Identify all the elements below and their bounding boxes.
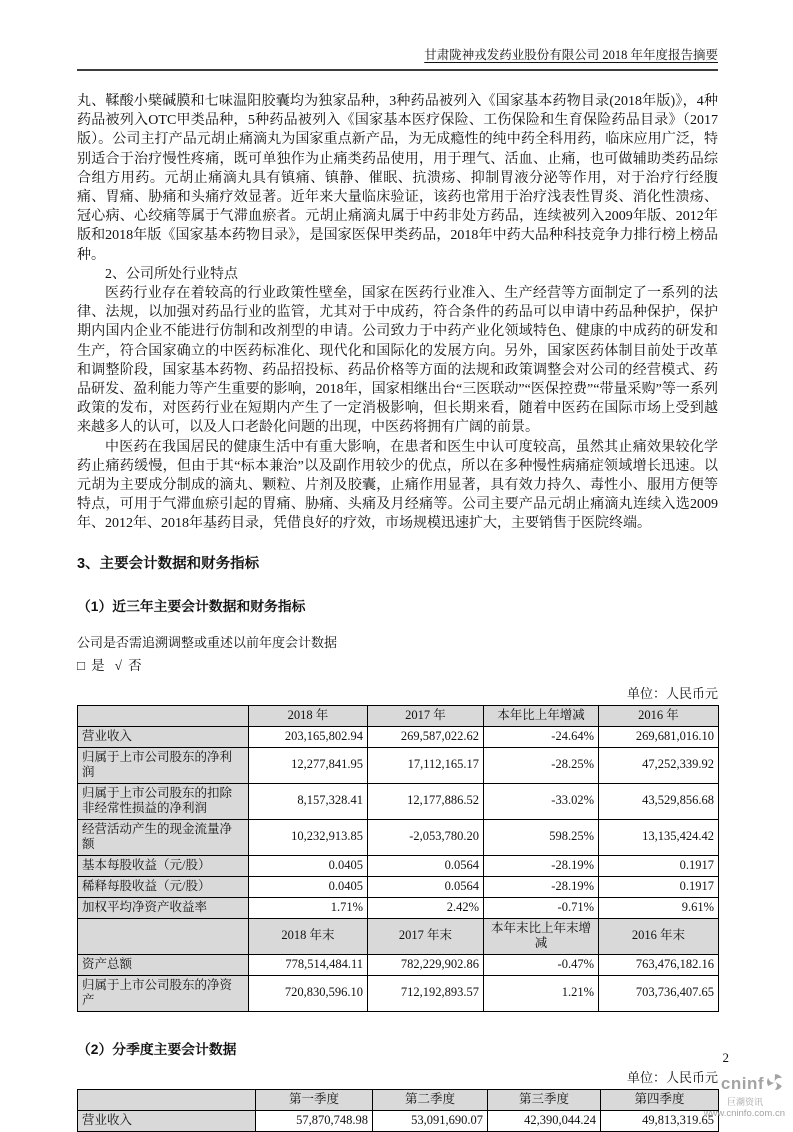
value-cell: 0.0405 xyxy=(249,876,368,897)
value-cell: -33.02% xyxy=(484,783,599,819)
cninfo-logo xyxy=(665,1072,785,1120)
table-row xyxy=(78,975,719,1011)
value-cell: 0.0564 xyxy=(368,876,484,897)
value-cell: 1.71% xyxy=(249,897,368,918)
row-label: 归属于上市公司股东的净资产 xyxy=(78,975,249,1011)
table-row xyxy=(78,747,719,783)
value-cell: -2,053,780.20 xyxy=(368,819,484,855)
header-cell: 2016 年 xyxy=(599,705,719,726)
value-cell: 0.1917 xyxy=(599,855,719,876)
table-row xyxy=(78,783,719,819)
table-header-row xyxy=(78,1089,719,1110)
restatement-question: 公司是否需追溯调整或重述以前年度会计数据 xyxy=(77,634,338,650)
value-cell: 49,813,319.65 xyxy=(601,1110,719,1131)
row-label: 加权平均净资产收益率 xyxy=(78,897,249,918)
value-cell: 782,229,902.86 xyxy=(368,954,484,975)
value-cell: 269,587,022.62 xyxy=(368,726,484,747)
value-cell: 712,192,893.57 xyxy=(368,975,484,1011)
paragraph-tcm-outlook: 中医药在我国居民的健康生活中有重大影响，在患者和医生中认可度较高，虽然其止痛效果较化学药止痛药缓慢，但由于其“标本兼治”以及副作用较少的优点，所以在多种慢性病痛症领域增长迅速。以元胡为主要成分制成的滴丸、颗粒、片剂及胶囊，止痛作用显著，具有效力持久、毒性小、服用方便等特点，可用于气滞血瘀引起的胃痛、胁痛、头痛及月经痛等。公司主要产品元胡止痛滴丸连续入选2009年、2012年、2018年基药目录，凭借良好的疗效，市场规模迅速扩大，主要销售于医院终端。 xyxy=(77,439,718,532)
subsection-heading-three-year-data: （1）近三年主要会计数据和财务指标 xyxy=(77,598,306,614)
table-row xyxy=(78,954,719,975)
header-cell: 本年末比上年末增减 xyxy=(484,918,599,954)
value-cell: 0.0564 xyxy=(368,855,484,876)
cninfo-logo-wordmark: cninf xyxy=(720,1073,764,1093)
header-cell: 2018 年末 xyxy=(249,918,368,954)
value-cell: 0.0405 xyxy=(249,855,368,876)
subheading-industry: 2、公司所处行业特点 xyxy=(105,266,238,282)
table-row xyxy=(78,1110,719,1131)
value-cell: 12,177,886.52 xyxy=(368,783,484,819)
value-cell: 17,112,165.17 xyxy=(368,747,484,783)
value-cell: 57,870,748.98 xyxy=(256,1110,373,1131)
report-header-title: 甘肃陇神戎发药业股份有限公司 2018 年年度报告摘要 xyxy=(424,48,718,62)
value-cell: -28.19% xyxy=(484,855,599,876)
row-label: 基本每股收益（元/股） xyxy=(78,855,249,876)
header-cell xyxy=(78,1089,256,1110)
page-content xyxy=(77,92,718,1132)
table-row xyxy=(78,726,719,747)
table-header-row xyxy=(78,705,719,726)
value-cell: 763,476,182.16 xyxy=(599,954,719,975)
value-cell: 8,157,328.41 xyxy=(249,783,368,819)
subsection-heading-quarterly-data: （2）分季度主要会计数据 xyxy=(77,1041,237,1057)
header-cell: 第一季度 xyxy=(256,1089,373,1110)
header-cell: 第三季度 xyxy=(488,1089,601,1110)
annual-financials-table xyxy=(77,705,719,1012)
checkmark-icon: √ xyxy=(114,657,123,673)
header-cell: 本年比上年增减 xyxy=(484,705,599,726)
table-header-row-yearend xyxy=(78,918,719,954)
header-cell: 第二季度 xyxy=(373,1089,488,1110)
restatement-answer xyxy=(77,654,718,674)
cninfo-logo-subtitle: 巨潮资讯 xyxy=(726,1096,763,1107)
header-cell: 2017 年末 xyxy=(368,918,484,954)
value-cell: 13,135,424.42 xyxy=(599,819,719,855)
value-cell: 9.61% xyxy=(599,897,719,918)
quarterly-financials-table xyxy=(77,1089,719,1132)
row-label: 资产总额 xyxy=(78,954,249,975)
value-cell: -0.71% xyxy=(484,897,599,918)
paragraph-industry-policy: 医药行业存在着较高的行业政策性壁垒，国家在医药行业准入、生产经营等方面制定了一系列的法律、法规，以加强对药品行业的监管，尤其对于中成药，符合条件的药品可以申请中药品种保护，保护期内国内企业不能进行仿制和改剂型的申请。公司致力于中药产业化领域特色、健康的中成药的研发和生产，符合国家确立的中医药标准化、现代化和国际化的发展方向。另外，国家医药体制目前处于改革和调整阶段，国家基本药物、药品招投标、药品价格等方面的法规和政策调整会对公司的经营模式、药品研发、盈利能力等产生重要的影响，2018年，国家相继出台“三医联动”“医保控费”“带量采购”等一系列政策的发布，对医药行业在短期内产生了一定消极影响，但长期来看，随着中医药在国际市场上受到越来越多人的认可，以及人口老龄化问题的出现，中医药将拥有广阔的前景。 xyxy=(77,286,718,436)
row-label: 经营活动产生的现金流量净额 xyxy=(78,819,249,855)
table-row xyxy=(78,876,719,897)
header-cell: 2016 年末 xyxy=(599,918,719,954)
value-cell: 598.25% xyxy=(484,819,599,855)
paragraph-products: 丸、鞣酸小檗碱膜和七味温阳胶囊均为独家品种，3种药品被列入《国家基本药物目录(2018年版)》，4种药品被列入OTC甲类品种，5种药品被列入《国家基本医疗保险、工伤保险和生育保险药品目录》（2017版）。公司主打产品元胡止痛滴丸为国家重点新产品，为无成瘾性的纯中药全科用药，临床应用广泛，特别适合于治疗慢性疼痛，既可单独作为止痛类药品使用，用于理气、活血、止痛，也可做辅助类药品综合组方用药。元胡止痛滴丸具有镇痛、镇静、催眠、抗溃疡、抑制胃液分泌等作用，对于治疗行经腹痛、胃痛、胁痛和头痛疗效显著。近年来大量临床验证，该药也常用于治疗浅表性胃炎、消化性溃疡、冠心病、心绞痛等属于气滞血瘀者。元胡止痛滴丸属于中药非处方药品，连续被列入2009年版、2012年版和2018年版《国家基本药物目录》，是国家医保甲类药品，2018年中药大品种科技竞争力排行榜上榜品种。 xyxy=(77,94,718,263)
value-cell: 42,390,044.24 xyxy=(488,1110,601,1131)
value-cell: 778,514,484.11 xyxy=(249,954,368,975)
table-row xyxy=(78,855,719,876)
value-cell: 47,252,339.92 xyxy=(599,747,719,783)
section-heading-financial-data: 3、主要会计数据和财务指标 xyxy=(77,555,260,572)
value-cell: 720,830,596.10 xyxy=(249,975,368,1011)
value-cell: 703,736,407.65 xyxy=(599,975,719,1011)
row-label: 归属于上市公司股东的净利润 xyxy=(78,747,249,783)
no-label: 否 xyxy=(128,657,142,673)
header-cell xyxy=(78,705,249,726)
header-cell xyxy=(78,918,249,954)
value-cell: -0.47% xyxy=(484,954,599,975)
page-header xyxy=(77,0,718,71)
value-cell: -24.64% xyxy=(484,726,599,747)
value-cell: 10,232,913.85 xyxy=(249,819,368,855)
value-cell: -28.25% xyxy=(484,747,599,783)
unit-label-quarterly: 单位：人民币元 xyxy=(626,1069,718,1085)
value-cell: 1.21% xyxy=(484,975,599,1011)
yes-label: 是 xyxy=(91,657,105,673)
checkbox-unchecked-icon: □ xyxy=(77,657,86,673)
value-cell: 203,165,802.94 xyxy=(249,726,368,747)
value-cell: -28.19% xyxy=(484,876,599,897)
value-cell: 12,277,841.95 xyxy=(249,747,368,783)
cninfo-logo-url: www.cninfo.com.cn xyxy=(703,1108,785,1120)
header-cell: 2018 年 xyxy=(249,705,368,726)
row-label: 归属于上市公司股东的扣除非经常性损益的净利润 xyxy=(78,783,249,819)
row-label: 营业收入 xyxy=(78,1110,256,1131)
value-cell: 43,529,856.68 xyxy=(599,783,719,819)
header-cell: 第四季度 xyxy=(601,1089,719,1110)
cninfo-swirl-icon xyxy=(765,1072,785,1097)
table-row xyxy=(78,897,719,918)
value-cell: 2.42% xyxy=(368,897,484,918)
value-cell: 53,091,690.07 xyxy=(373,1110,488,1131)
row-label: 稀释每股收益（元/股） xyxy=(78,876,249,897)
page-number: 2 xyxy=(722,1050,729,1065)
row-label: 营业收入 xyxy=(78,726,249,747)
header-cell: 2017 年 xyxy=(368,705,484,726)
value-cell: 269,681,016.10 xyxy=(599,726,719,747)
table-row xyxy=(78,819,719,855)
value-cell: 0.1917 xyxy=(599,876,719,897)
unit-label-annual: 单位：人民币元 xyxy=(626,685,718,701)
